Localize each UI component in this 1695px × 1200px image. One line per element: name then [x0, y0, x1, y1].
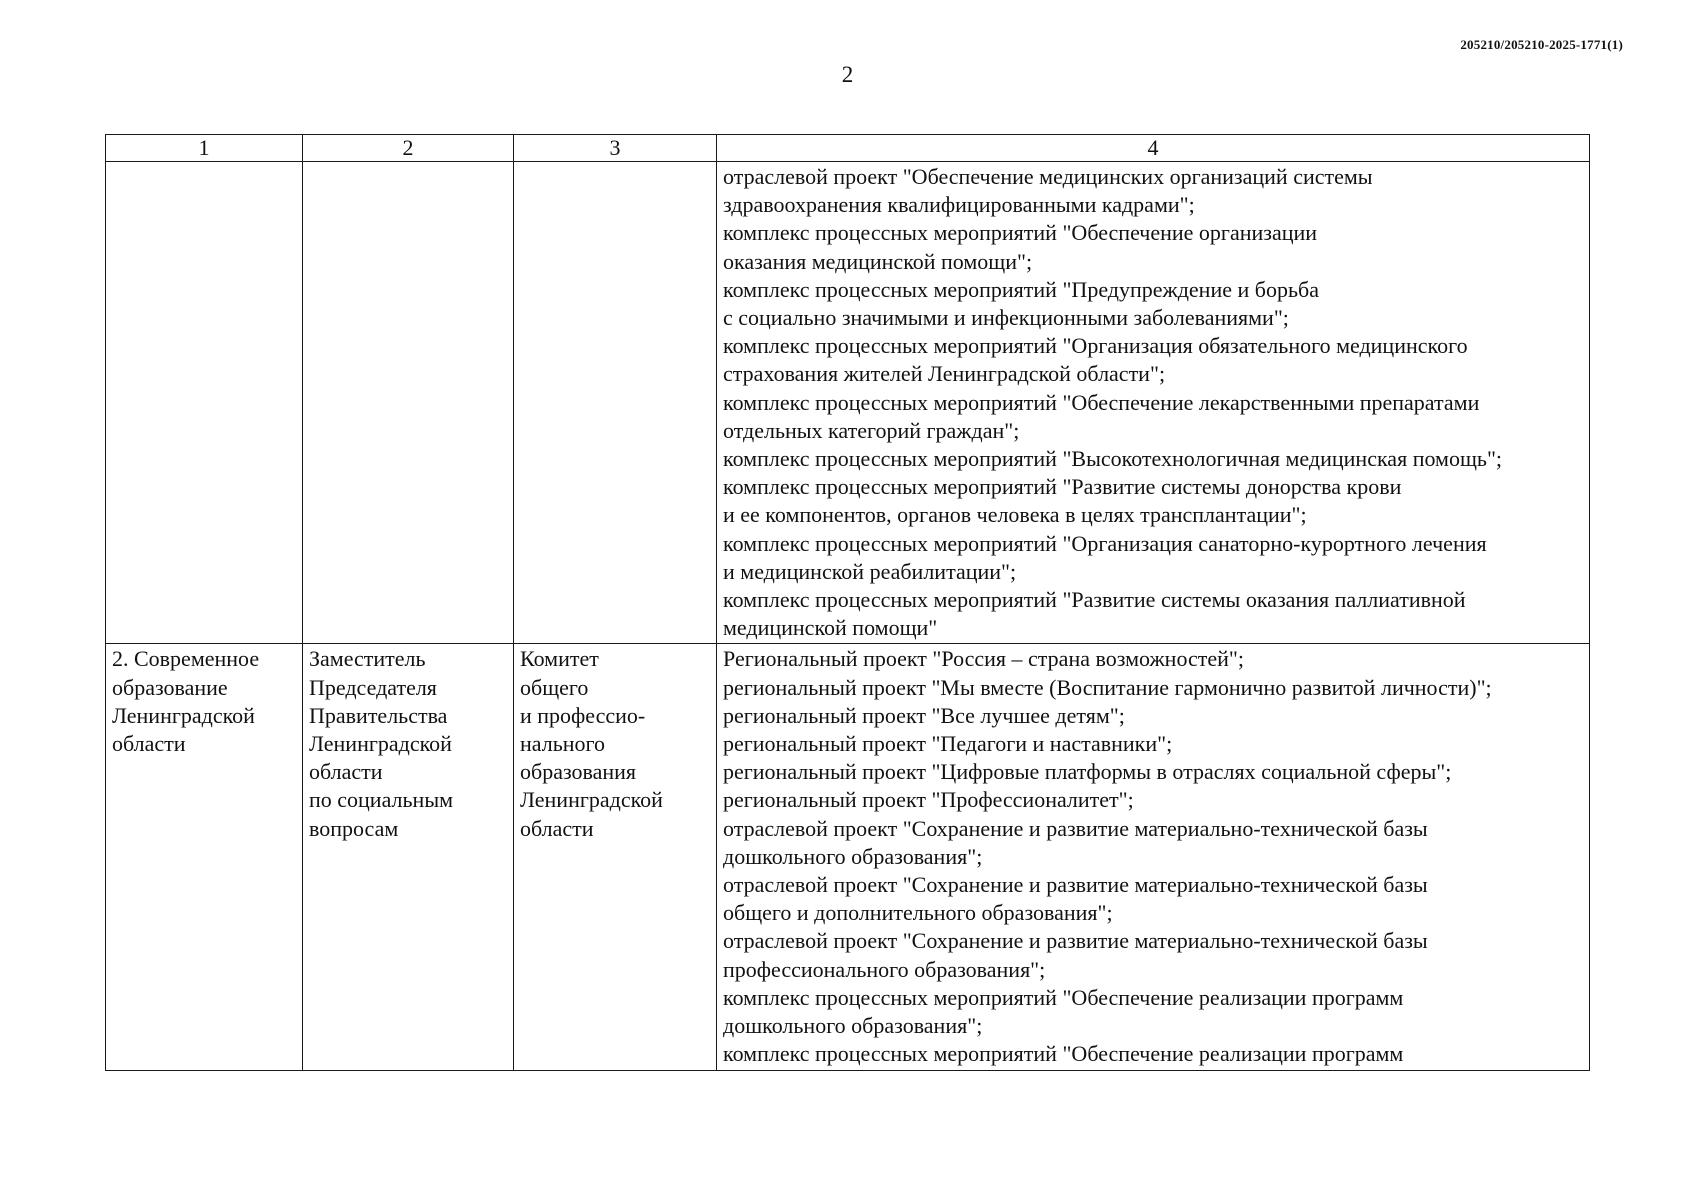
cell-text-line: комплекс процессных мероприятий "Высокотехнологичная медицинская помощь"; [723, 446, 1503, 472]
table-row [106, 644, 1590, 1070]
cell-text-line: оказания медицинской помощи"; [723, 248, 1033, 274]
cell-text-line: комплекс процессных мероприятий "Развитие системы донорства крови [723, 474, 1402, 500]
row2-col3-cell [514, 644, 717, 1070]
table-row [106, 162, 1590, 644]
cell-text-line: области [309, 759, 383, 785]
cell-text-line: комплекс процессных мероприятий "Развитие системы оказания паллиативной [723, 587, 1466, 613]
programs-table [105, 134, 1590, 1071]
cell-text-line: и профессио- [520, 702, 646, 728]
cell-text-line: страхования жителей Ленинградской области"; [723, 361, 1166, 387]
cell-text-line: общего и дополнительного образования"; [723, 900, 1113, 926]
cell-text-line: комплекс процессных мероприятий "Предупреждение и борьба [723, 276, 1319, 302]
cell-text-line: здравоохранения квалифицированными кадрами"; [723, 192, 1195, 218]
cell-text-line: региональный проект "Педагоги и наставники"; [723, 731, 1173, 757]
column-header-4: 4 [717, 135, 1590, 162]
cell-text-line: комплекс процессных мероприятий "Организация обязательного медицинского [723, 333, 1468, 359]
cell-text-line: отраслевой проект "Обеспечение медицинских организаций системы [723, 164, 1373, 189]
cell-text-line: региональный проект "Профессионалитет"; [723, 787, 1134, 813]
cell-text-line: области [112, 731, 186, 757]
document-id: 205210/205210-2025-1771(1) [1460, 37, 1623, 52]
row2-col4-cell [717, 644, 1590, 1070]
row1-col2-cell [303, 162, 514, 644]
row1-col4-cell [717, 162, 1590, 644]
row1-col3-cell [514, 162, 717, 644]
row2-col1-cell [106, 644, 303, 1070]
cell-text-line: с социально значимыми и инфекционными заболеваниями"; [723, 305, 1289, 331]
cell-text-line: отраслевой проект "Сохранение и развитие материально-технической базы [723, 928, 1428, 954]
row1-col1-cell [106, 162, 303, 644]
cell-text-line: Правительства [309, 702, 448, 728]
cell-text-line: комплекс процессных мероприятий "Обеспечение организации [723, 220, 1318, 246]
page-number: 2 [841, 62, 854, 87]
cell-text-line: комплекс процессных мероприятий "Обеспечение реализации программ [723, 984, 1404, 1010]
table-header-row [106, 135, 1590, 162]
cell-text-line: Ленинградской [520, 787, 663, 813]
cell-text-line: Ленинградской [112, 702, 255, 728]
cell-text-line: вопросам [309, 815, 399, 841]
cell-text-line: и медицинской реабилитации"; [723, 558, 1017, 584]
cell-text-line: Комитет [520, 646, 599, 672]
cell-text-line: и ее компонентов, органов человека в целях трансплантации"; [723, 502, 1307, 528]
row2-col2-cell [303, 644, 514, 1070]
column-header-3: 3 [514, 135, 717, 162]
cell-text-line: 2. Современное [112, 646, 260, 672]
cell-text-line: отдельных категорий граждан"; [723, 417, 1020, 443]
cell-text-line: медицинской помощи" [723, 615, 938, 641]
cell-text-line: профессионального образования"; [723, 956, 1046, 982]
cell-text-line: по социальным [309, 787, 454, 813]
cell-text-line: региональный проект "Все лучшее детям"; [723, 702, 1125, 728]
cell-text-line: Заместитель [309, 646, 426, 672]
cell-text-line: Председателя [309, 674, 437, 700]
cell-text-line: региональный проект "Мы вместе (Воспитание гармонично развитой личности)"; [723, 674, 1492, 700]
cell-text-line: Региональный проект "Россия – страна возможностей"; [723, 646, 1245, 672]
column-header-1: 1 [106, 135, 303, 162]
cell-text-line: общего [520, 674, 589, 700]
cell-text-line: дошкольного образования"; [723, 1013, 983, 1039]
cell-text-line: отраслевой проект "Сохранение и развитие материально-технической базы [723, 872, 1428, 898]
cell-text-line: области [520, 815, 594, 841]
column-header-2: 2 [303, 135, 514, 162]
cell-text-line: комплекс процессных мероприятий "Обеспечение лекарственными препаратами [723, 389, 1480, 415]
cell-text-line: образования [520, 759, 637, 785]
cell-text-line: Ленинградской [309, 731, 452, 757]
cell-text-line: региональный проект "Цифровые платформы в отраслях социальной сферы"; [723, 759, 1452, 785]
cell-text-line: комплекс процессных мероприятий "Организация санаторно-курортного лечения [723, 530, 1487, 556]
cell-text-line: комплекс процессных мероприятий "Обеспечение реализации программ [723, 1041, 1404, 1067]
cell-text-line: образование [112, 674, 228, 700]
cell-text-line: отраслевой проект "Сохранение и развитие материально-технической базы [723, 815, 1428, 841]
cell-text-line: дошкольного образования"; [723, 843, 983, 869]
cell-text-line: нального [520, 731, 605, 757]
